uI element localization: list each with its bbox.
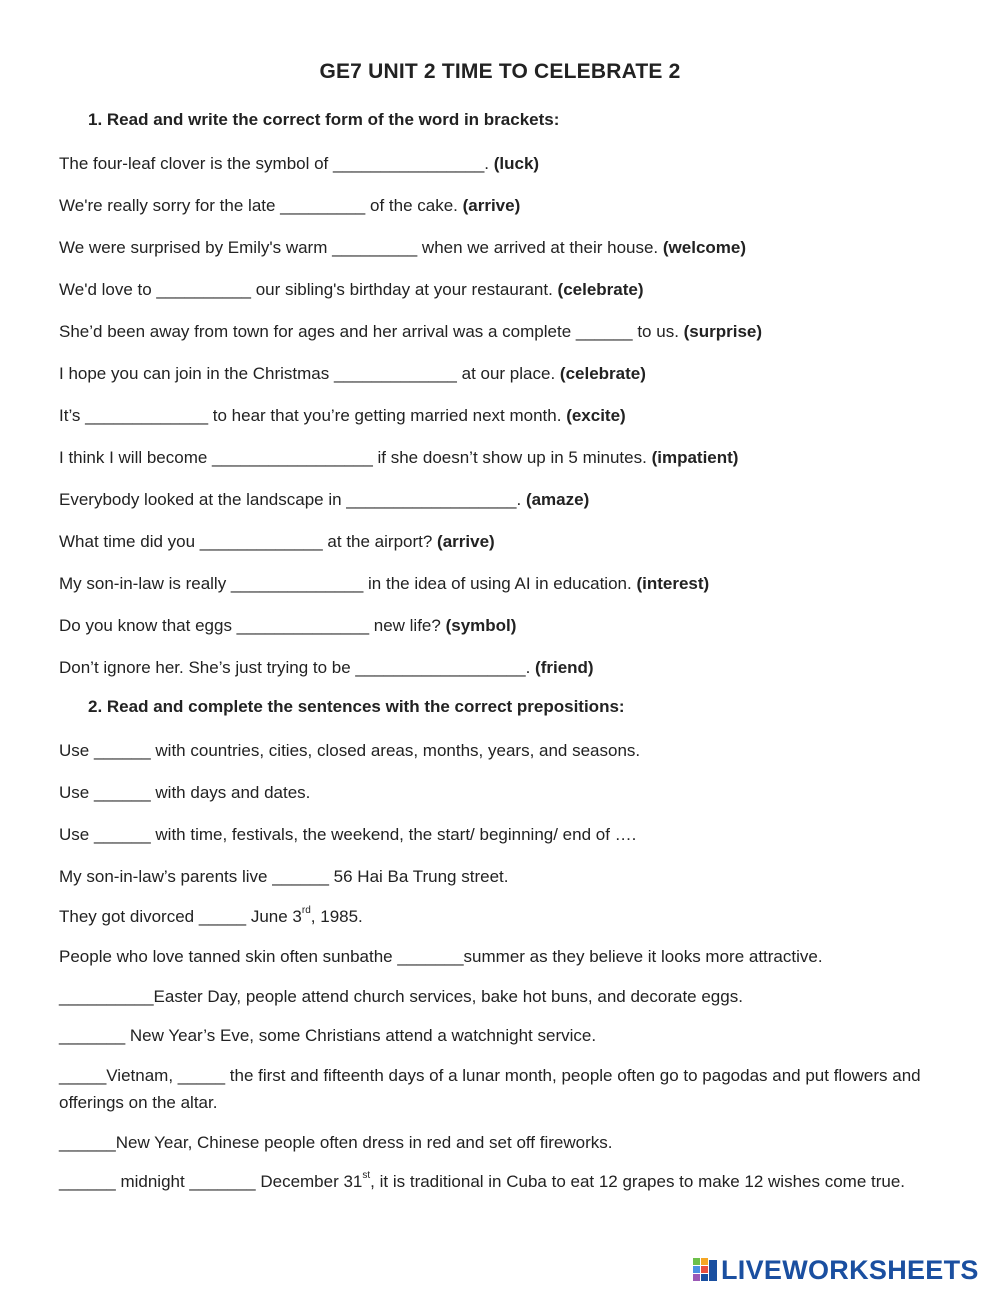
item-hint: (celebrate)	[557, 280, 644, 299]
exercise-1-item	[59, 486, 954, 513]
exercise-1-item	[59, 192, 954, 219]
exercise-1-item	[59, 150, 954, 177]
item-text: They got divorced _____ June 3	[59, 907, 302, 926]
item-text: I think I will become _________________ if she doesn’t show up in 5 minutes.	[59, 448, 652, 467]
section-2-heading: 2. Read and complete the sentences with the correct prepositions:	[88, 697, 625, 716]
exercise-2-item: People who love tanned skin often sunbathe _______summer as they believe it looks more attractive.	[59, 947, 823, 966]
exercise-1-item	[59, 528, 954, 555]
item-hint: (amaze)	[525, 490, 590, 509]
liveworksheets-brand[interactable]	[692, 1255, 979, 1285]
item-hint: (arrive)	[437, 532, 495, 551]
item-hint: (impatient)	[651, 448, 739, 467]
exercise-2-item: Use ______ with countries, cities, closed areas, months, years, and seasons.	[59, 741, 641, 760]
item-text: We'd love to __________ our sibling's birthday at your restaurant.	[59, 280, 558, 299]
exercise-1-item	[59, 444, 954, 471]
exercise-2-item	[59, 903, 954, 930]
exercise-2-item: _______ New Year’s Eve, some Christians attend a watchnight service.	[59, 1026, 597, 1045]
brand-name: LIVEWORKSHEETS	[721, 1254, 979, 1285]
exercise-2-item: My son-in-law’s parents live ______ 56 Hai Ba Trung street.	[59, 867, 509, 886]
item-text: , 1985.	[310, 907, 363, 926]
exercise-1-item	[59, 360, 954, 387]
exercise-1-item	[59, 570, 954, 597]
exercise-1-item	[59, 402, 954, 429]
liveworksheets-logo-icon	[692, 1257, 718, 1283]
item-hint: (friend)	[535, 658, 594, 677]
item-text: She’d been away from town for ages and her arrival was a complete ______ to us.	[59, 322, 684, 341]
exercise-2-item: __________Easter Day, people attend church services, bake hot buns, and decorate eggs.	[59, 987, 743, 1006]
item-hint: (celebrate)	[559, 364, 646, 383]
item-text: I hope you can join in the Christmas _____________ at our place.	[59, 364, 560, 383]
exercise-2-item: Use ______ with days and dates.	[59, 783, 311, 802]
item-hint: (surprise)	[683, 322, 763, 341]
item-text: Everybody looked at the landscape in __________________.	[59, 490, 526, 509]
item-text: What time did you _____________ at the airport?	[59, 532, 438, 551]
page-title: GE7 UNIT 2 TIME TO CELEBRATE 2	[319, 60, 681, 83]
exercise-2-item: _____Vietnam, _____ the first and fifteenth days of a lunar month, people often go to pagodas and put flowers and offerings on the altar.	[59, 1066, 921, 1112]
item-text: It’s _____________ to hear that you’re getting married next month.	[59, 406, 567, 425]
item-text: My son-in-law is really ______________ in the idea of using AI in education.	[59, 574, 637, 593]
item-text: The four-leaf clover is the symbol of ________________.	[59, 154, 494, 173]
exercise-2-item: Use ______ with time, festivals, the weekend, the start/ beginning/ end of ….	[59, 825, 637, 844]
ordinal-suffix: rd	[301, 905, 311, 917]
exercise-1-item	[59, 612, 954, 639]
exercise-1-item	[59, 318, 954, 345]
item-hint: (arrive)	[462, 196, 521, 215]
item-text: Do you know that eggs ______________ new life?	[59, 616, 446, 635]
item-hint: (symbol)	[445, 616, 517, 635]
exercise-1-item	[59, 234, 954, 261]
item-hint: (excite)	[566, 406, 626, 425]
item-text: , it is traditional in Cuba to eat 12 grapes to make 12 wishes come true.	[370, 1172, 906, 1191]
item-hint: (interest)	[636, 574, 710, 593]
item-text: Don’t ignore her. She’s just trying to be __________________.	[59, 658, 536, 677]
exercise-1-item	[59, 276, 954, 303]
item-text: We were surprised by Emily's warm _________ when we arrived at their house.	[59, 238, 663, 257]
exercise-1-item	[59, 654, 954, 681]
section-1-heading: 1. Read and write the correct form of the word in brackets:	[88, 110, 560, 129]
ordinal-suffix: st	[362, 1170, 371, 1182]
item-text: We're really sorry for the late _________ of the cake.	[59, 196, 463, 215]
item-hint: (luck)	[493, 154, 540, 173]
item-hint: (welcome)	[662, 238, 747, 257]
item-text: ______ midnight _______ December 31	[59, 1172, 363, 1191]
exercise-2-item	[59, 1168, 954, 1195]
exercise-2-item: ______New Year, Chinese people often dress in red and set off fireworks.	[59, 1133, 613, 1152]
